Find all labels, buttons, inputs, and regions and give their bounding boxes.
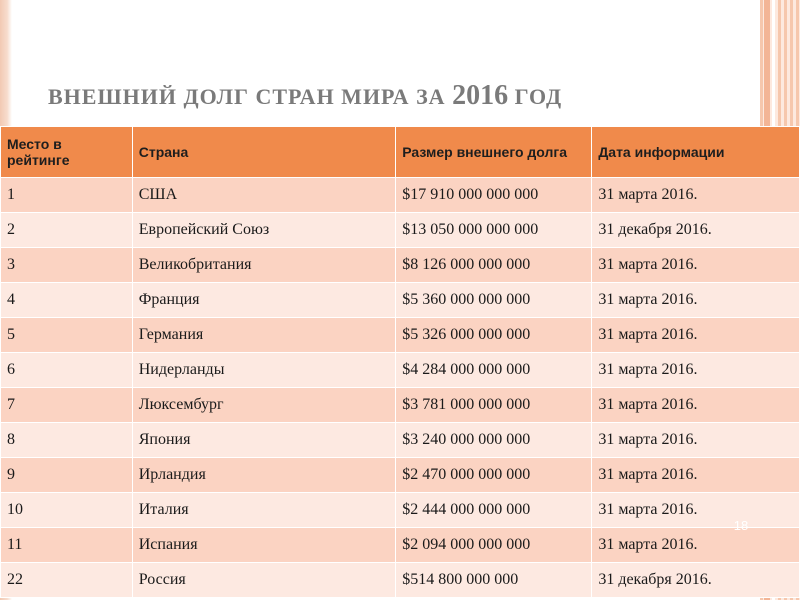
- table-row: [1, 283, 800, 318]
- slide-title: [48, 76, 748, 116]
- cell-date: 31 декабря 2016.: [592, 213, 800, 248]
- title-suffix: ГОД: [514, 84, 563, 109]
- cell-country: США: [132, 178, 396, 213]
- cell-debt: $17 910 000 000 000: [396, 178, 592, 213]
- table-body: [1, 178, 800, 598]
- cell-rank: 22: [1, 563, 133, 598]
- cell-date: 31 марта 2016.: [592, 283, 800, 318]
- header-rank: Место в рейтинге: [1, 127, 133, 178]
- cell-date: 31 марта 2016.: [592, 388, 800, 423]
- cell-country: Франция: [132, 283, 396, 318]
- table-row: [1, 248, 800, 283]
- cell-debt: $8 126 000 000 000: [396, 248, 592, 283]
- table-row: [1, 563, 800, 598]
- table-row: [1, 318, 800, 353]
- cell-debt: $5 326 000 000 000: [396, 318, 592, 353]
- cell-country: Германия: [132, 318, 396, 353]
- table-row: [1, 493, 800, 528]
- cell-date: 31 марта 2016.: [592, 458, 800, 493]
- header-row: [1, 127, 800, 178]
- cell-debt: $4 284 000 000 000: [396, 353, 592, 388]
- cell-country: Россия: [132, 563, 396, 598]
- table-header: [1, 127, 800, 178]
- header-country: Страна: [132, 127, 396, 178]
- cell-debt: $2 444 000 000 000: [396, 493, 592, 528]
- cell-date: 31 марта 2016.: [592, 493, 800, 528]
- table-row: [1, 423, 800, 458]
- cell-country: Япония: [132, 423, 396, 458]
- cell-rank: 1: [1, 178, 133, 213]
- cell-country: Италия: [132, 493, 396, 528]
- table-row: [1, 528, 800, 563]
- table-row: [1, 213, 800, 248]
- debt-table: [0, 126, 800, 598]
- cell-date: 31 марта 2016.: [592, 528, 800, 563]
- slide-number: 18: [733, 518, 749, 533]
- cell-country: Нидерланды: [132, 353, 396, 388]
- header-debt: Размер внешнего долга: [396, 127, 592, 178]
- cell-rank: 10: [1, 493, 133, 528]
- title-year: 2016: [452, 80, 509, 111]
- title-prefix: ВНЕШНИЙ ДОЛГ СТРАН МИРА ЗА: [48, 84, 446, 109]
- cell-debt: $3 240 000 000 000: [396, 423, 592, 458]
- cell-date: 31 марта 2016.: [592, 353, 800, 388]
- table-row: [1, 353, 800, 388]
- cell-debt: $2 094 000 000 000: [396, 528, 592, 563]
- cell-debt: $514 800 000 000: [396, 563, 592, 598]
- cell-rank: 9: [1, 458, 133, 493]
- cell-date: 31 марта 2016.: [592, 318, 800, 353]
- cell-rank: 11: [1, 528, 133, 563]
- cell-debt: $3 781 000 000 000: [396, 388, 592, 423]
- cell-country: Европейский Союз: [132, 213, 396, 248]
- cell-country: Великобритания: [132, 248, 396, 283]
- table-row: [1, 178, 800, 213]
- cell-rank: 6: [1, 353, 133, 388]
- cell-rank: 8: [1, 423, 133, 458]
- cell-rank: 2: [1, 213, 133, 248]
- cell-debt: $2 470 000 000 000: [396, 458, 592, 493]
- table-row: [1, 388, 800, 423]
- cell-country: Люксембург: [132, 388, 396, 423]
- cell-country: Испания: [132, 528, 396, 563]
- cell-debt: $13 050 000 000 000: [396, 213, 592, 248]
- cell-date: 31 марта 2016.: [592, 423, 800, 458]
- cell-debt: $5 360 000 000 000: [396, 283, 592, 318]
- cell-rank: 7: [1, 388, 133, 423]
- cell-rank: 3: [1, 248, 133, 283]
- cell-country: Ирландия: [132, 458, 396, 493]
- cell-rank: 4: [1, 283, 133, 318]
- cell-date: 31 марта 2016.: [592, 248, 800, 283]
- table-row: [1, 458, 800, 493]
- cell-date: 31 марта 2016.: [592, 178, 800, 213]
- header-date: Дата информации: [592, 127, 800, 178]
- cell-date: 31 декабря 2016.: [592, 563, 800, 598]
- cell-rank: 5: [1, 318, 133, 353]
